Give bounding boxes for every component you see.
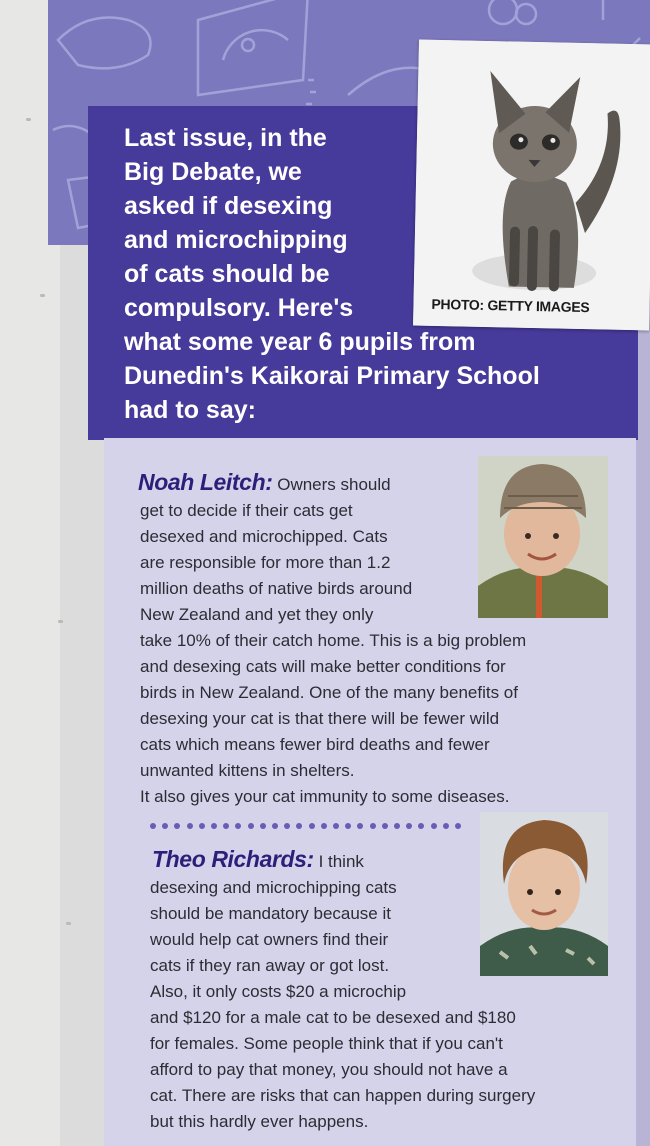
divider-dot [406, 823, 412, 829]
intro-line: Big Debate, we [124, 158, 302, 186]
intro-line: Dunedin's Kaikorai Primary School [124, 362, 540, 390]
response-line: New Zealand and yet they only [140, 605, 374, 624]
response-line: Owners should [277, 475, 391, 494]
response-line: cats which means fewer bird deaths and fewer [140, 735, 490, 754]
response-line: get to decide if their cats get [140, 501, 353, 520]
noah-response [138, 469, 391, 498]
student-name: Noah Leitch: [138, 469, 273, 495]
intro-line: of cats should be [124, 260, 330, 288]
divider-dot [418, 823, 424, 829]
margin-mark [58, 620, 63, 623]
divider-dot [370, 823, 376, 829]
intro-line: had to say: [124, 396, 256, 424]
response-line: million deaths of native birds around [140, 579, 413, 598]
kitten-photo [413, 40, 650, 331]
response-line: for females. Some people think that if you can't [150, 1034, 503, 1053]
intro-line: what some year 6 pupils from [124, 328, 476, 356]
divider-dot [248, 823, 254, 829]
response-line: unwanted kittens in shelters. [140, 761, 355, 780]
response-line: take 10% of their catch home. This is a big problem [140, 631, 527, 650]
response-line: are responsible for more than 1.2 [140, 553, 391, 572]
divider-dot [162, 823, 168, 829]
divider-dot [211, 823, 217, 829]
margin-mark [26, 118, 31, 121]
margin-mark [40, 294, 45, 297]
response-line: cat. There are risks that can happen during surgery [150, 1086, 536, 1105]
divider-dot [382, 823, 388, 829]
divider-dot [174, 823, 180, 829]
divider-dot [443, 823, 449, 829]
divider-dot [187, 823, 193, 829]
divider-dot [223, 823, 229, 829]
response-line: It also gives your cat immunity to some diseases. [140, 787, 510, 806]
response-line: and desexing cats will make better conditions for [140, 657, 506, 676]
divider-dot [260, 823, 266, 829]
response-line: desexing and microchipping cats [150, 878, 397, 897]
divider-dot [321, 823, 327, 829]
divider-dot [150, 823, 156, 829]
dotted-divider [150, 823, 466, 831]
divider-dot [199, 823, 205, 829]
divider-dot [357, 823, 363, 829]
divider-dot [345, 823, 351, 829]
response-line: birds in New Zealand. One of the many benefits of [140, 683, 518, 702]
noah-response-body [140, 498, 526, 810]
divider-dot [296, 823, 302, 829]
intro-line: and microchipping [124, 226, 348, 254]
divider-dot [309, 823, 315, 829]
photo-credit: PHOTO: GETTY IMAGES [431, 295, 590, 316]
response-line: desexing your cat is that there will be fewer wild [140, 709, 500, 728]
response-line: would help cat owners find their [150, 930, 389, 949]
intro-line: compulsory. Here's [124, 294, 354, 322]
divider-dot [333, 823, 339, 829]
page-edge-strip [636, 240, 650, 1146]
divider-dot [284, 823, 290, 829]
student-name: Theo Richards: [152, 846, 314, 872]
response-line: afford to pay that money, you should not have a [150, 1060, 508, 1079]
divider-dot [235, 823, 241, 829]
theo-response [152, 846, 364, 875]
divider-dot [272, 823, 278, 829]
intro-line: Last issue, in the [124, 124, 327, 152]
response-line: cats if they ran away or got lost. [150, 956, 390, 975]
response-line: desexed and microchipped. Cats [140, 527, 388, 546]
response-line: Also, it only costs $20 a microchip [150, 982, 407, 1001]
response-line: should be mandatory because it [150, 904, 391, 923]
margin-mark [66, 922, 71, 925]
divider-dot [394, 823, 400, 829]
intro-line: asked if desexing [124, 192, 333, 220]
theo-response-body [150, 875, 535, 1135]
response-line: and $120 for a male cat to be desexed and $180 [150, 1008, 516, 1027]
kitten-image [413, 40, 650, 331]
response-line: I think [318, 852, 364, 871]
response-line: but this hardly ever happens. [150, 1112, 369, 1131]
divider-dot [455, 823, 461, 829]
divider-dot [431, 823, 437, 829]
